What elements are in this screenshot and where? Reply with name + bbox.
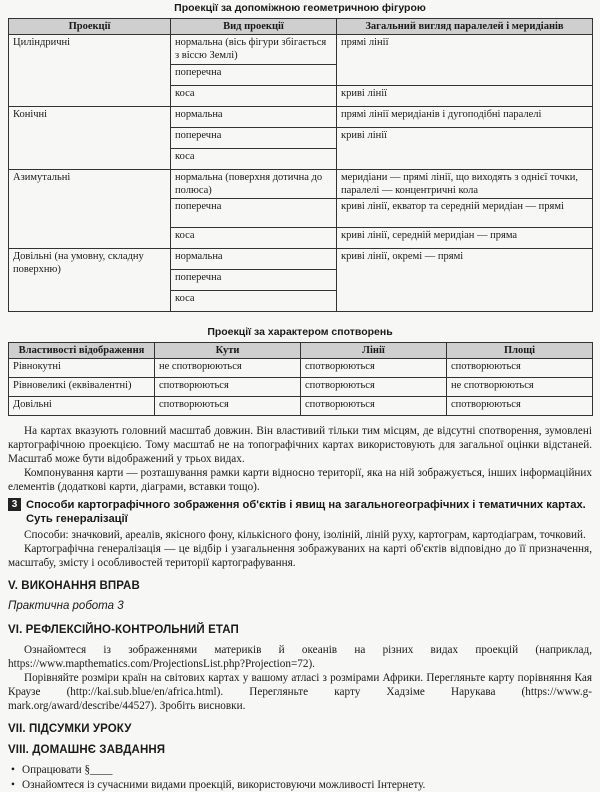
list-item: • Ознайомтеся із сучасними видами проекцій, використовуючи можливості Інтернету. [22,778,592,792]
methods-paragraph: Способи: значковий, ареалів, якісного фону, кількісного фону, ізоліній, ліній руху, картограм, картодіаграм, точковий. [24,529,586,541]
projection-kind: коса [171,227,337,248]
table-row [9,35,593,64]
table-cell: не спотворюються [155,359,301,378]
projection-name: Конічні [9,106,171,169]
practical-work-title: Практична робота 3 [8,600,124,613]
section-title-text: Способи картографічного зображення об'єктів і явищ на загальногеографічних і тематичних картах. [26,499,586,511]
section-number-badge: 3 [8,498,21,511]
reflection-paragraph-1: Ознайомтеся із зображеннями материків й океанів на різних видах проекцій (наприклад, https://www.mapthematics.com/ProjectionsList.php?Projection=72). [8,644,592,671]
table-row [9,169,593,198]
projections-by-distortion-table [8,342,593,416]
table1-header: Вид проекції [171,19,337,35]
projection-kind: нормальна (вісь фігури збігається з віссю Землі) [171,35,337,64]
projection-kind: нормальна [171,106,337,127]
table-cell: спотворюються [301,378,447,397]
table-cell: спотворюються [155,397,301,416]
table1-caption: Проекції за допоміжною геометричною фігурою [174,2,426,14]
table1-header: Загальний вигляд паралелей і меридіанів [337,19,593,35]
table2-header: Кути [155,342,301,358]
projection-kind: поперечна [171,127,337,148]
section-3-title [8,498,592,526]
heading-homework: VIII. ДОМАШНЄ ЗАВДАННЯ [8,743,166,756]
heading-reflection: VI. РЕФЛЕКСІЙНО-КОНТРОЛЬНИЙ ЕТАП [8,623,239,636]
projection-kind: нормальна (поверхня дотична до полюса) [171,169,337,198]
projection-kind: поперечна [171,64,337,85]
projection-kind: поперечна [171,269,337,290]
reflection-paragraph-2: Порівняйте розміри країн на світових картах у вашому атласі з розмірами Африки. Перегляньте карту порівняння Кая Краузе (http://kai.sub.blue/en/africa.html). Перегляньте карту Хадзіме Нарукава (https://www.g-mark.org/award/describe/44527). Зробіть висновки. [8,672,592,713]
table2-header: Площі [447,342,593,358]
projection-kind: нормальна [171,248,337,269]
projection-kind: коса [171,148,337,169]
table2-header-row [9,342,593,358]
table-row [9,106,593,127]
generalization-paragraph: Картографічна генералізація — це відбір і узагальнення зображуваних на карті об'єктів відповідно до її призначення, масштабу, змісту і особливостей території картографування. [8,543,592,569]
projection-kind: поперечна [171,198,337,227]
projection-view: криві лінії [337,85,593,106]
table1-header: Проекції [9,19,171,35]
projection-kind: коса [171,290,337,311]
table2-header: Властивості відображення [9,342,155,358]
table-row [9,248,593,269]
table-row [9,378,593,397]
projection-view: прямі лінії меридіанів і дугоподібні паралелі [337,106,593,127]
heading-summary: VII. ПІДСУМКИ УРОКУ [8,723,132,736]
table-cell: спотворюються [301,359,447,378]
table-cell: спотворюються [155,378,301,397]
projection-name: Довільні (на умовну, складну поверхню) [9,248,171,311]
projection-view: криві лінії, середній меридіан — пряма [337,227,593,248]
list-item: • Опрацювати §____ [22,763,592,777]
table-cell: Довільні [9,397,155,416]
projection-name: Азимутальні [9,169,171,248]
table1-header-row [9,19,593,35]
table-cell: спотворюються [301,397,447,416]
table-cell: Рівновеликі (еквівалентні) [9,378,155,397]
projection-view: меридіани — прямі лінії, що виходять з однієї точки, паралелі — концентричні кола [337,169,593,198]
section-subtitle: Суть генералізації [26,513,128,525]
table2-caption: Проекції за характером спотворень [207,325,393,338]
table-cell: не спотворюються [447,378,593,397]
table-cell: спотворюються [447,397,593,416]
table-row [9,397,593,416]
table2-header: Лінії [301,342,447,358]
projection-view: криві лінії, окремі — прямі [337,248,593,311]
projection-view: криві лінії [337,127,593,169]
layout-paragraph: Компонування карти — розташування рамки карти відносно території, яка на ній зображується, інших інформаційних елементів (додаткові карти, діаграми, вставки тощо). [8,467,592,493]
heading-exercises: V. ВИКОНАННЯ ВПРАВ [8,580,140,592]
projection-view: прямі лінії [337,35,593,85]
projection-view: криві лінії, екватор та середній меридіан — прямі [337,198,593,227]
table-row [9,359,593,378]
scale-paragraph: На картах вказують головний масштаб довжин. Він властивий тільки тим місцям, де відсутні спотворення, зумовлені картографічною проекцією. Тому масштаб не на топографічних картах використовують для загальної оцінки відстаней. Масштаб може бути відображений у трьох видах. [8,425,592,465]
table-cell: спотворюються [447,359,593,378]
table-cell: Рівнокутні [9,359,155,378]
projection-name: Циліндричні [9,35,171,106]
projections-by-figure-table [8,18,593,312]
page [8,0,592,792]
projection-kind: коса [171,85,337,106]
